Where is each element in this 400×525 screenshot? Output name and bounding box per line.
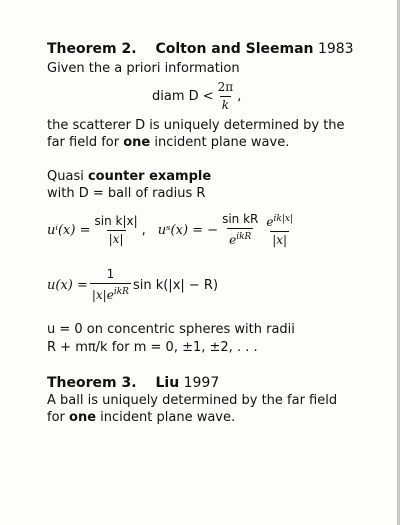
theorem-3-authors: Liu (155, 375, 180, 391)
theorem-2-year: 1983 (317, 41, 354, 57)
zero-line-1: u = 0 on concentric spheres with radii (47, 322, 295, 337)
quasi-line-2: with D = ball of radius R (47, 186, 206, 201)
diam-tail: , (237, 89, 242, 104)
u-equation (47, 267, 218, 303)
us-denominator-1: $e^{ikR}$ (227, 228, 253, 248)
us-numerator-2: $e^{ik|x|}$ (266, 214, 293, 229)
theorem-3-heading (47, 375, 219, 391)
us-fraction-2 (264, 212, 295, 248)
theorem-3-line-1: A ball is uniquely determined by the far field (47, 393, 338, 408)
theorem-2-line-3-post: incident plane wave. (154, 135, 290, 150)
theorem-3-label: Theorem 3. (47, 375, 137, 391)
theorem-3-line-2-pre: for (47, 410, 65, 425)
us-lhs: uˢ(x) = − (157, 222, 219, 238)
zero-line-2: R + mπ/k for m = 0, ±1, ±2, . . . (47, 340, 258, 355)
theorem-3-year: 1997 (183, 375, 220, 391)
quasi-heading (47, 169, 211, 185)
diam-lhs: diam D < (152, 89, 214, 104)
diam-fraction (216, 80, 236, 113)
u-tail: sin k(|x| − R) (132, 277, 219, 293)
us-denominator-2: |x| (272, 233, 288, 247)
ui-us-equations (47, 212, 297, 248)
ui-denominator: |x| (108, 231, 124, 246)
u-numerator: 1 (106, 267, 115, 281)
us-fraction-1 (220, 212, 260, 248)
ui-lhs: uⁱ(x) = (47, 222, 91, 238)
diam-denominator: k (221, 98, 230, 112)
theorem-2-heading (47, 41, 354, 57)
quasi-heading-bold: counter example (87, 169, 212, 184)
theorem-2-label: Theorem 2. (47, 41, 137, 57)
u-lhs: u(x) = (47, 277, 88, 293)
theorem-3-line-2-bold: one (69, 410, 97, 425)
ui-numerator: sin k|x| (94, 213, 138, 228)
theorem-2-line-3-pre: far field for (47, 135, 120, 150)
theorem-2-line-3 (47, 135, 289, 151)
u-denominator: $|x|e^{ikR}$ (90, 283, 131, 303)
theorem-2-line-1: Given the a priori information (47, 61, 240, 76)
theorem-3-line-2-post: incident plane wave. (100, 410, 236, 425)
diam-inequality (152, 80, 241, 113)
us-numerator-1: sin kR (222, 212, 259, 226)
ui-fraction (93, 214, 140, 247)
theorem-2-line-2: the scatterer D is uniquely determined by the (47, 118, 345, 133)
u-fraction (90, 267, 131, 303)
diam-numerator: 2π (217, 80, 234, 94)
quasi-heading-pre: Quasi (47, 169, 84, 184)
theorem-2-line-3-bold: one (123, 135, 151, 150)
ui-separator: , (141, 222, 146, 238)
theorem-2-authors: Colton and Sleeman (155, 41, 314, 57)
theorem-3-line-2 (47, 410, 235, 426)
